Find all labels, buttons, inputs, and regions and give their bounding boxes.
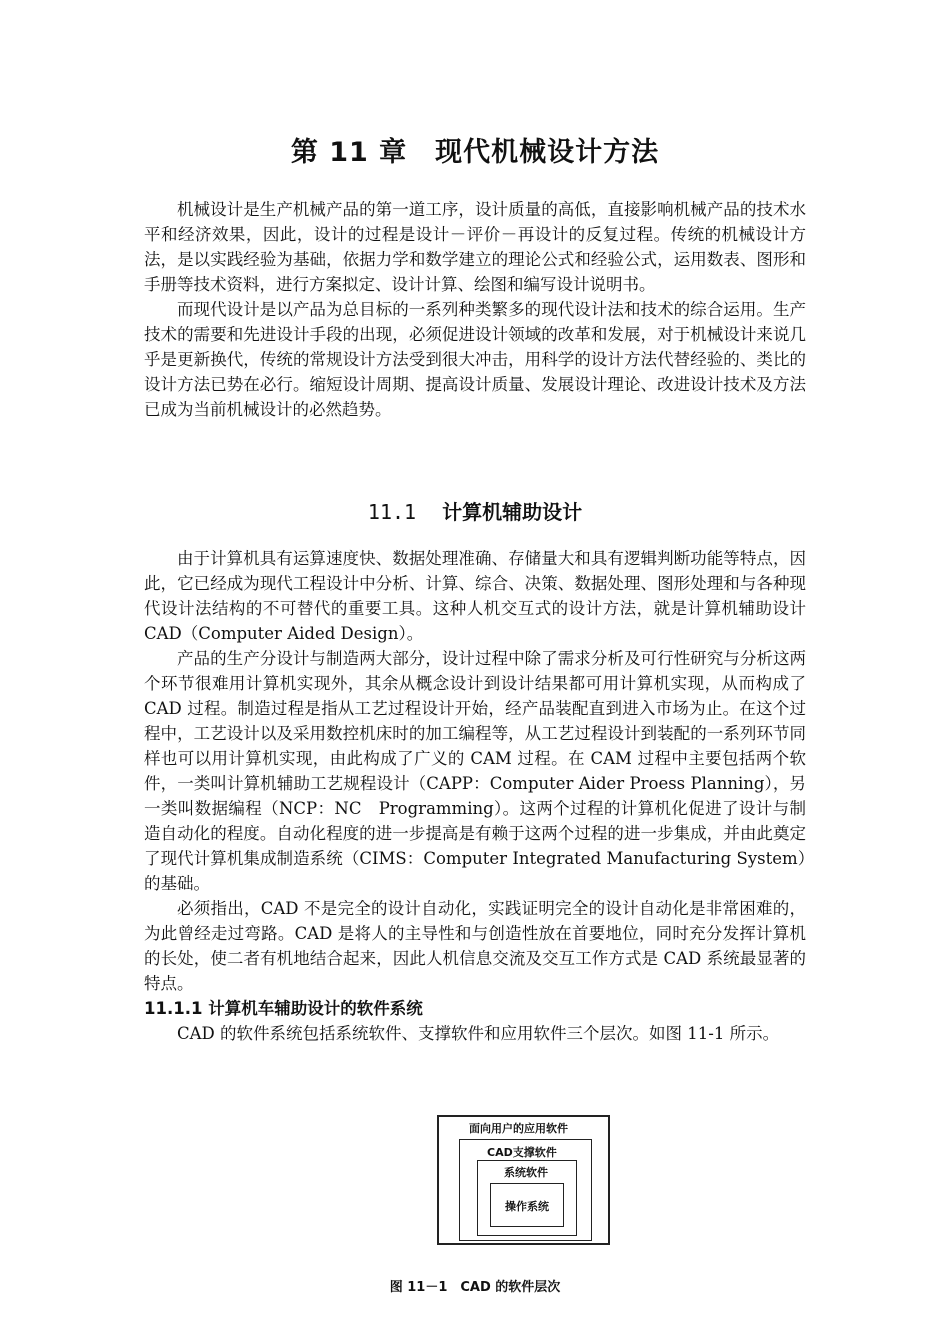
subsection-title: 11.1.1 计算机车辅助设计的软件系统: [144, 999, 423, 1018]
subsection-paragraph: CAD 的软件系统包括系统软件、支撑软件和应用软件三个层次。如图 11-1 所示。: [177, 1024, 780, 1043]
software-layer-diagram: [437, 1115, 610, 1245]
figure-caption: 图 11－1 CAD 的软件层次: [389, 1280, 561, 1295]
layer-support-label: CAD支撑软件: [487, 1146, 557, 1159]
layer-support-box: [459, 1139, 592, 1241]
intro-paragraph: 机械设计是生产机械产品的第一道工序，设计质量的高低，直接影响机械产品的技术水平和经济效果，因此，设计的过程是设计－评价－再设计的反复过程。传统的机械设计方法，是以实践经验为基础，依据力学和数学建立的理论公式和经验公式，运用数表、图形和手册等技术资料，进行方案拟定、设计计算、绘图和编写设计说明书。: [144, 200, 806, 294]
layer-system-box: [477, 1160, 577, 1236]
section-paragraph: 必须指出，CAD 不是完全的设计自动化，实践证明完全的设计自动化是非常困难的，为此曾经走过弯路。CAD 是将人的主导性和与创造性放在首要地位，同时充分发挥计算机的长处，使二者有机地结合起来，因此人机信息交流及交互工作方式是 CAD 系统最显著的特点。: [144, 899, 806, 993]
layer-os-box: [490, 1183, 564, 1227]
section-text: [144, 546, 806, 1046]
section-title: [0, 496, 950, 525]
chapter-title: 第 11 章 现代机械设计方法: [290, 137, 660, 168]
intro-text: [144, 197, 806, 422]
layer-system-label: 系统软件: [504, 1166, 548, 1179]
section-number: 11.1: [367, 500, 417, 524]
section-paragraph: 由于计算机具有运算速度快、数据处理准确、存储量大和具有逻辑判断功能等特点，因此，它已经成为现代工程设计中分析、计算、综合、决策、数据处理、图形处理和与各种现代设计法结构的不可替代的重要工具。这种人机交互式的设计方法，就是计算机辅助设计 CAD（Computer Aided Design）。: [144, 549, 806, 643]
section-heading: 计算机辅助设计: [442, 500, 583, 524]
section-paragraph: 产品的生产分设计与制造两大部分，设计过程中除了需求分析及可行性研究与分析这两个环节很难用计算机实现外，其余从概念设计到设计结果都可用计算机实现，从而构成了 CAD 过程。制造过程是指从工艺过程设计开始，经产品装配直到进入市场为止。在这个过程中，工艺设计以及采用数控机床时的加工编程等，从工艺过程设计到装配的一系列环节同样也可以用计算机实现，由此构成了广义的 CAM 过程。在 CAM 过程中主要包括两个软件，一类叫计算机辅助工艺规程设计（CAPP：Computer Aider Proess Planning），另一类叫数据编程（NCP：NC Programming）。这两个过程的计算机化促进了设计与制造自动化的程度。自动化程度的进一步提高是有赖于这两个过程的进一步集成，并由此奠定了现代计算机集成制造系统（CIMS：Computer Integrated Manufacturing System）的基础。: [144, 649, 806, 893]
layer-os-label: 操作系统: [505, 1200, 549, 1213]
intro-paragraph: 而现代设计是以产品为总目标的一系列种类繁多的现代设计法和技术的综合运用。生产技术的需要和先进设计手段的出现，必须促进设计领域的改革和发展，对于机械设计来说几乎是更新换代，传统的常规设计方法受到很大冲击，用科学的设计方法代替经验的、类比的设计方法已势在必行。缩短设计周期、提高设计质量、发展设计理论、改进设计技术及方法已成为当前机械设计的必然趋势。: [144, 300, 806, 419]
layer-application-label: 面向用户的应用软件: [469, 1122, 568, 1135]
